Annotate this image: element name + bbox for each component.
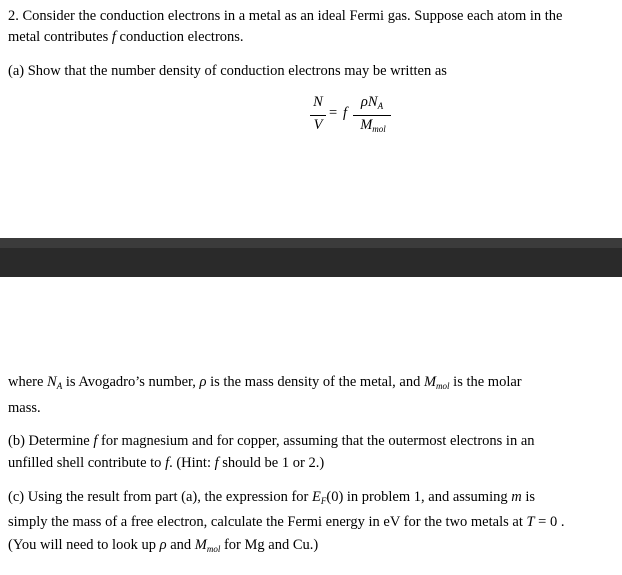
part-b-line2: unfilled shell contribute to f. (Hint: f should be 1 or 2.) <box>8 455 325 471</box>
rhs-fraction-bar <box>353 115 391 116</box>
part-c-line3: (You will need to look up ρ and $M_{mol}$ for Mg and Cu.) <box>8 537 319 554</box>
lhs-numerator: N <box>313 94 323 110</box>
dark-separator-band <box>0 238 622 277</box>
where-line1: where $N_A$ is Avogadro’s number, ρ is the mass density of the metal, and $M_{mol}$ is the molar <box>8 374 522 391</box>
q2-line2: metal contributes f conduction electrons. <box>8 29 244 45</box>
q2-line1: 2. Consider the conduction electrons in a metal as an ideal Fermi gas. Suppose each atom in the <box>8 8 563 24</box>
rhs-numerator: $\rho N_A$ <box>360 94 384 111</box>
where-line2: mass. <box>8 400 41 416</box>
lhs-fraction-bar <box>310 115 326 116</box>
rhs-denominator: $M_{mol}$ <box>360 117 386 134</box>
lhs-denominator: V <box>313 117 323 133</box>
part-a-text: (a) Show that the number density of conduction electrons may be written as <box>8 63 447 79</box>
equals-sign: = <box>329 105 338 121</box>
part-b-line1: (b) Determine f for magnesium and for copper, assuming that the outermost electrons in an <box>8 433 535 449</box>
part-c-line2: simply the mass of a free electron, calculate the Fermi energy in eV for the two metals at T = 0 . <box>8 514 565 530</box>
part-c-line1: (c) Using the result from part (a), the expression for $E_F(0)$ in problem 1, and assuming m is <box>8 489 536 506</box>
factor-f: f <box>343 105 348 121</box>
